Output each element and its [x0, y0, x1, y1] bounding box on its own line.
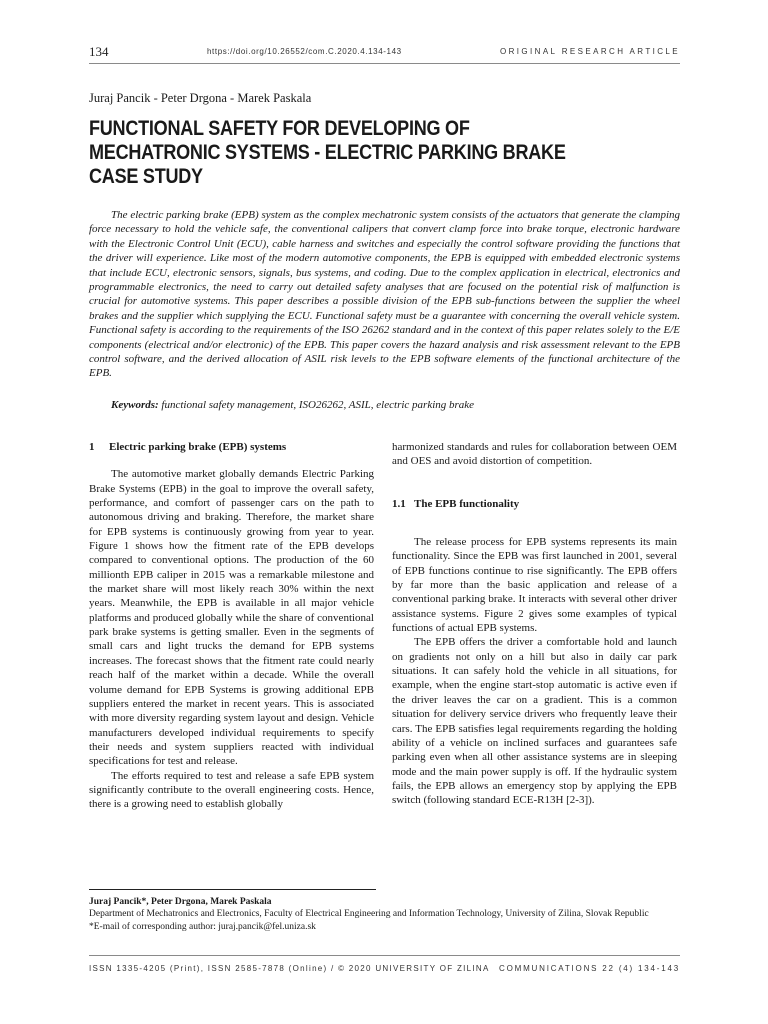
- section-title: Electric parking brake (EPB) systems: [109, 441, 287, 453]
- paper-title: FUNCTIONAL SAFETY FOR DEVELOPING OF MECHATRONIC SYSTEMS - ELECTRIC PARKING BRAKE CASE STUDY: [89, 117, 566, 188]
- subsection-heading: [392, 497, 677, 511]
- paragraph: The efforts required to test and release a safe EPB system significantly contribute to the overall engineering costs. Hence, there is a growing need to establish globally: [89, 769, 374, 811]
- footnote-authors: Juraj Pancik*, Peter Drgona, Marek Paskala: [89, 897, 272, 907]
- keywords-label: Keywords:: [111, 399, 159, 411]
- footer-journal: COMMUNICATIONS 22 (4) 134-143: [499, 964, 680, 973]
- paragraph: The automotive market globally demands Electric Parking Brake Systems (EPB) in the goal to improve the overall safety, performance, and comfort of passenger cars on the path to autonomous driving and braking. Therefore, the market share for EPB systems is continuously growing from year to year. Figure 1 shows how the fitment rate of the EPB develops compared to conventional options. The production of the 60 millionth EPB caliper in 2015 was a remarkable milestone and the market share will most likely reach 30% within the next years. Meanwhile, the EPB is available in all major vehicle platforms and produced globally while the share of conventional park brake systems is getting smaller. Even in the segments of small cars and light trucks the demand for EPB systems increases. The forecast shows that the fitment rate could nearly reach half of the market within a decade. While the overall volume demand for EPB Systems is growing additional EPB suppliers entered the market in recent years. This is associated with more diversity regarding system layout and design. Vehicle manufacturers developed individual requirements to specify their needs and system suppliers reacted with individual specifications for test and release.: [89, 468, 374, 768]
- footer-divider: [89, 955, 680, 956]
- footnote-email[interactable]: *E-mail of corresponding author: juraj.pancik@fel.uniza.sk: [89, 921, 316, 932]
- footnote-affiliation: Department of Mechatronics and Electronics, Faculty of Electrical Engineering and Information Technology, University of Zilina, Slovak Republic: [89, 909, 649, 920]
- paragraph: The release process for EPB systems represents its main functionality. Since the EPB was first launched in 2001, several of EPB functions continue to rise significantly. The EPB offers by far more than the basic application and release of a conventional parking brake. It interacts with several other driver assistance systems. Figure 2 gives some examples of typical functions of actual EPB systems.: [392, 536, 677, 635]
- article-type: ORIGINAL RESEARCH ARTICLE: [499, 47, 680, 56]
- header-divider: [89, 63, 680, 64]
- subsection-number: 1.1: [392, 497, 406, 510]
- section-number: 1: [89, 441, 95, 453]
- footnote-divider: [89, 889, 376, 890]
- footer-issn: ISSN 1335-4205 (Print), ISSN 2585-7878 (Online) / © 2020 UNIVERSITY OF ZILINA: [89, 964, 490, 973]
- keywords: [89, 398, 680, 412]
- doi-link[interactable]: https://doi.org/10.26552/com.C.2020.4.134-143: [207, 47, 402, 56]
- page-number: 134: [89, 44, 109, 59]
- abstract: The electric parking brake (EPB) system as the complex mechatronic system consists of the actuators that generate the clamping force necessary to hold the vehicle safe, the conventional calipers that convert clamp force into brake torque, electronic hardware with the Electronic Control Unit (ECU), cable harness and switches and especially the control software providing the functions that the driver will experience. Like most of the modern automotive components, the EPB is equipped with embedded electronic systems that include ECU, electronic sensors, signals, bus systems, and coding. Due to the complex application in electrical, electronics and programmable electronics, the need to carry out detailed safety analyses that are focused on the potential risk of malfunction is crucial for automotive systems. This paper describes a possible division of the EPB sub-functions between the supplier the wheel brakes and the supplier which supplying the ECU. Functional safety must be a guarantee with concerning the overall vehicle system. Functional safety is according to the requirements of the ISO 26262 standard and in the context of this paper relates solely to the E/E components (electrical and/or electronic) of the EPB. This paper covers the hazard analysis and risk assessment relevant to the EPB control software, and the derived allocation of ASIL risk levels to the EPB software elements of the functional architecture of the EPB.: [89, 209, 680, 380]
- section-heading: [89, 440, 374, 454]
- keywords-text: functional safety management, ISO26262, ASIL, electric parking brake: [161, 399, 475, 411]
- subsection-title: The EPB functionality: [414, 497, 520, 510]
- author-footnote: [89, 896, 679, 933]
- left-column: [89, 440, 374, 812]
- author-list: Juraj Pancik - Peter Drgona - Marek Paskala: [89, 91, 312, 105]
- right-column: [392, 440, 677, 808]
- paragraph-continuation: harmonized standards and rules for collaboration between OEM and OES and avoid distortion of competition.: [392, 441, 677, 468]
- paragraph: The EPB offers the driver a comfortable hold and launch on gradients not only on a hill but also in daily car park situations. It can safely hold the vehicle in all situations, for example, when the engine start-stop automatic is active even if the driver leaves the car on a gradient. This is a common situation for delivery service drivers who frequently leave their cars. The EPB satisfies legal requirements regarding the holding ability of a vehicle on inclined surfaces and guarantees safe parking even when all other assistance systems are in sleeping mode and the main power supply is off. If the hydraulic system fails, the EPB allows an emergency stop by applying the EPB switch (following standard ECE-R13H [2-3]).: [392, 636, 677, 807]
